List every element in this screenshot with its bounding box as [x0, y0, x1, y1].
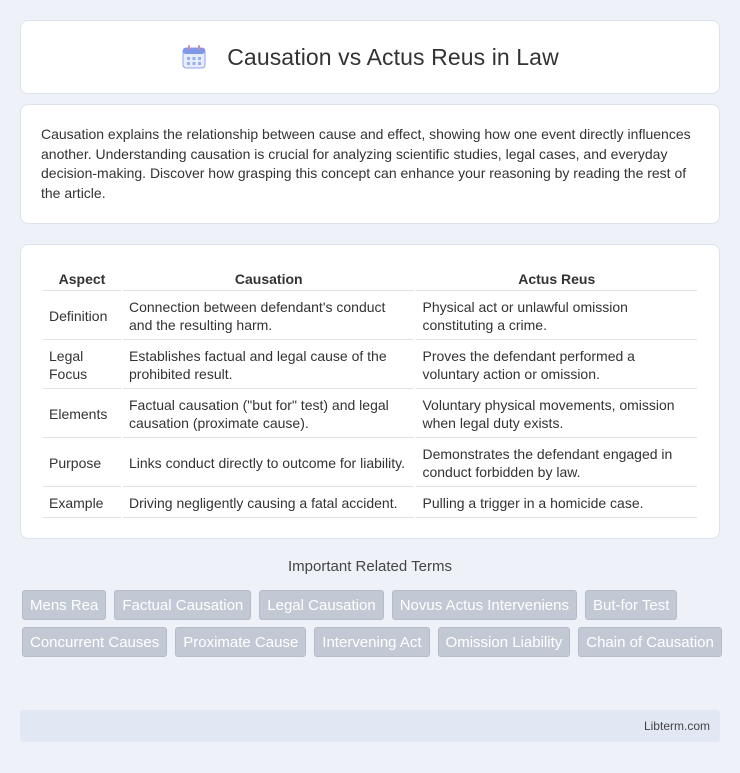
related-term-tag[interactable]: Omission Liability	[438, 627, 571, 657]
column-header-causation: Causation	[123, 267, 414, 291]
table-header-row	[43, 267, 697, 291]
related-term-tag[interactable]: But-for Test	[585, 590, 677, 620]
related-term-tag[interactable]: Factual Causation	[114, 590, 251, 620]
actus-reus-cell: Proves the defendant performed a voluntary action or omission.	[416, 342, 697, 389]
calendar-icon	[181, 44, 207, 70]
comparison-table-card	[20, 244, 720, 539]
footer-bar	[20, 710, 720, 742]
table-row	[43, 440, 697, 487]
causation-cell: Connection between defendant's conduct and the resulting harm.	[123, 293, 414, 340]
actus-reus-cell: Pulling a trigger in a homicide case.	[416, 489, 697, 518]
table-row	[43, 489, 697, 518]
causation-cell: Driving negligently causing a fatal accident.	[123, 489, 414, 518]
column-header-aspect: Aspect	[43, 267, 121, 291]
related-term-tag[interactable]: Legal Causation	[259, 590, 383, 620]
row-aspect: Example	[43, 489, 121, 518]
causation-cell: Factual causation ("but for" test) and legal causation (proximate cause).	[123, 391, 414, 438]
intro-card	[20, 104, 720, 224]
related-term-tag[interactable]: Intervening Act	[314, 627, 429, 657]
table-row	[43, 293, 697, 340]
intro-text: Causation explains the relationship between cause and effect, showing how one event directly influences another. Understanding causation is crucial for analyzing scientific studies, legal cases, and everyday decision-making. Discover how grasping this concept can enhance your reasoning by reading the rest of the article.	[41, 126, 691, 201]
actus-reus-cell: Physical act or unlawful omission constituting a crime.	[416, 293, 697, 340]
actus-reus-cell: Voluntary physical movements, omission when legal duty exists.	[416, 391, 697, 438]
related-term-tag[interactable]: Concurrent Causes	[22, 627, 167, 657]
column-header-actus-reus: Actus Reus	[416, 267, 697, 291]
table-row	[43, 391, 697, 438]
row-aspect: Legal Focus	[43, 342, 121, 389]
causation-cell: Links conduct directly to outcome for liability.	[123, 440, 414, 487]
header-card	[20, 20, 720, 94]
row-aspect: Purpose	[43, 440, 121, 487]
related-term-tag[interactable]: Mens Rea	[22, 590, 106, 620]
footer-site-link[interactable]: Libterm.com	[643, 719, 710, 733]
page-title: Causation vs Actus Reus in Law	[227, 43, 559, 70]
actus-reus-cell: Demonstrates the defendant engaged in conduct forbidden by law.	[416, 440, 697, 487]
related-term-tag[interactable]: Novus Actus Interveniens	[392, 590, 577, 620]
table-row	[43, 342, 697, 389]
causation-cell: Establishes factual and legal cause of the prohibited result.	[123, 342, 414, 389]
related-terms-list	[22, 590, 722, 657]
comparison-table	[41, 265, 699, 520]
related-terms-title: Important Related Terms	[288, 558, 452, 575]
row-aspect: Elements	[43, 391, 121, 438]
related-term-tag[interactable]: Chain of Causation	[578, 627, 722, 657]
related-term-tag[interactable]: Proximate Cause	[175, 627, 306, 657]
row-aspect: Definition	[43, 293, 121, 340]
